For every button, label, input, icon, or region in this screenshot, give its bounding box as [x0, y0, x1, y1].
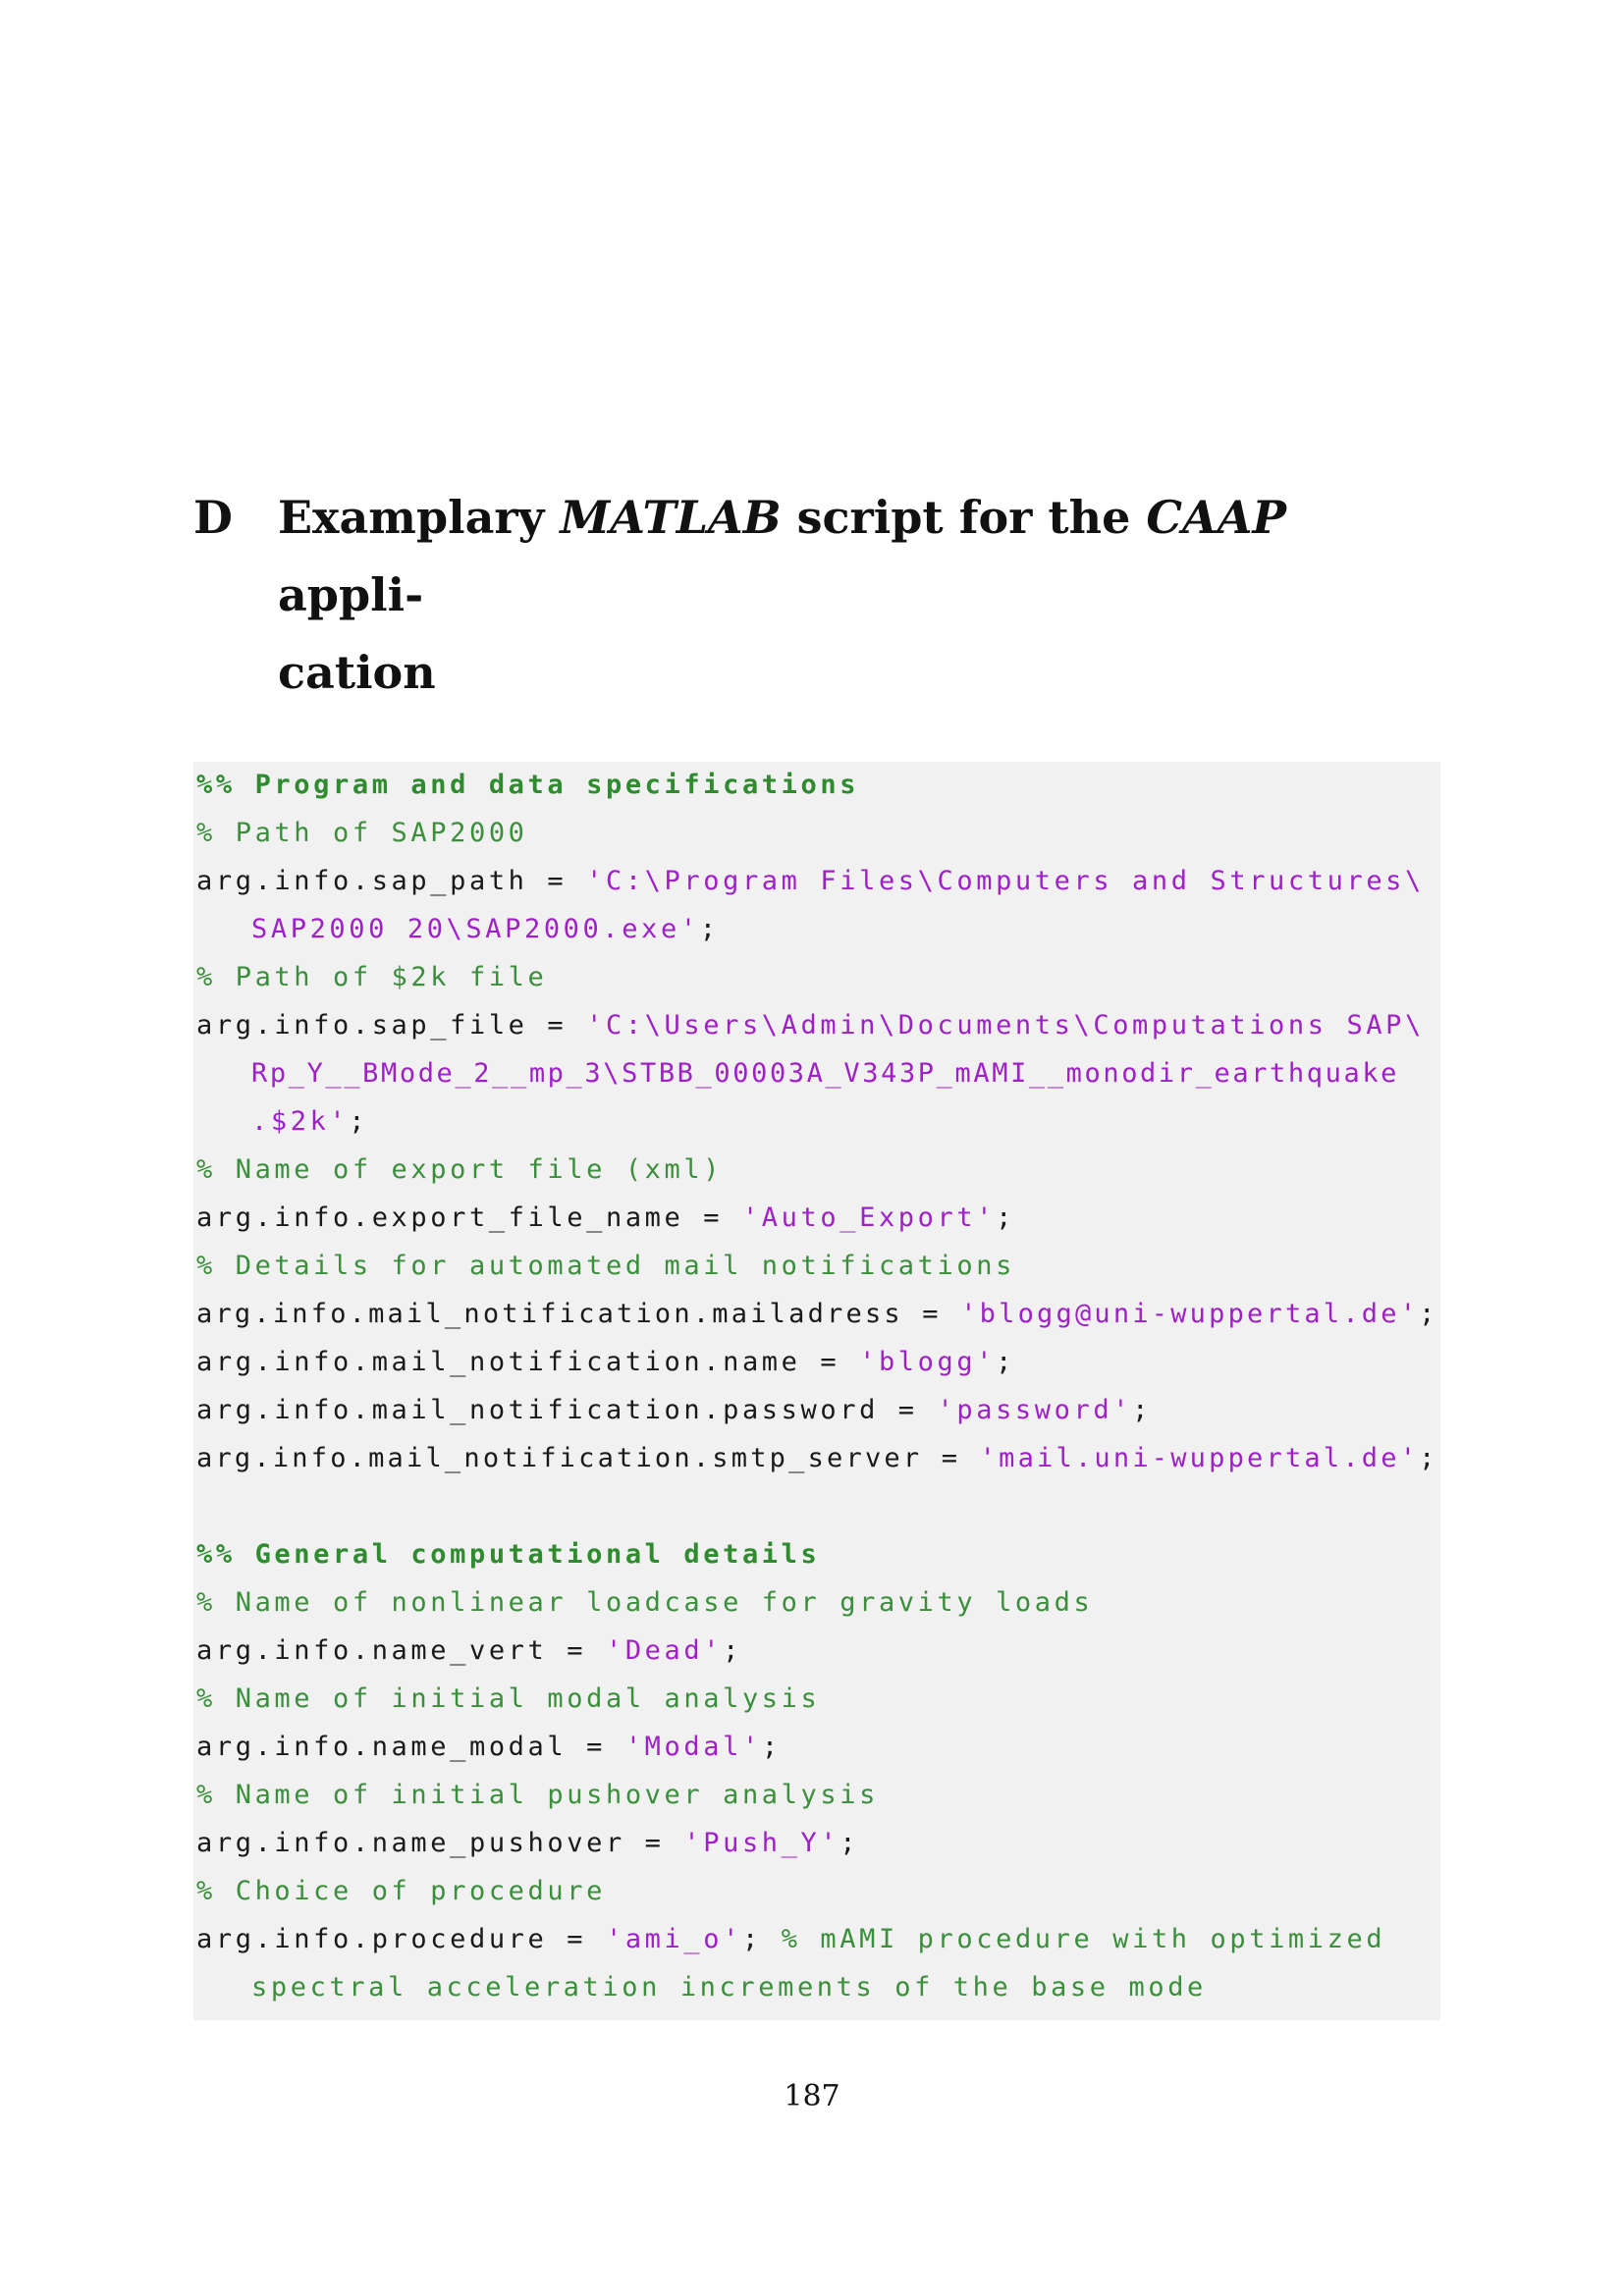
code-line: [196, 1723, 782, 1771]
section-title: [278, 479, 1436, 712]
code-line: [196, 1771, 879, 1819]
code: ;: [996, 1347, 1015, 1377]
title-part: cation: [278, 646, 436, 699]
title-caap: CAAP: [1146, 491, 1286, 544]
string-literal: 'Auto_Export': [741, 1202, 997, 1233]
title-part: appli-: [278, 568, 424, 621]
code: ;: [741, 1924, 782, 1954]
comment: spectral acceleration increments of the base mode: [251, 1972, 1207, 2002]
code: arg.info.mail_notification.name =: [196, 1347, 860, 1377]
code-line: [196, 1867, 606, 1915]
code: arg.info.sap_path =: [196, 866, 587, 896]
title-part: script for the: [781, 491, 1147, 544]
string-literal: 'Modal': [624, 1732, 762, 1762]
section-comment: %% General computational details: [196, 1539, 821, 1570]
code: ;: [1419, 1443, 1438, 1473]
code-line: [196, 857, 1425, 905]
code-line: [196, 1001, 1425, 1049]
code-line: [196, 761, 859, 809]
code-line: [251, 1963, 1207, 2011]
string-literal: 'C:\Users\Admin\Documents\Computations SAP\: [586, 1010, 1425, 1041]
string-literal: 'Push_Y': [683, 1828, 840, 1858]
code-line: [196, 1819, 859, 1867]
code-line: [196, 1915, 1385, 1963]
code: arg.info.name_pushover =: [196, 1828, 684, 1858]
code-line: [196, 1386, 1152, 1434]
comment: % mAMI procedure with optimized: [781, 1924, 1386, 1954]
code: ;: [349, 1106, 369, 1137]
title-matlab: MATLAB: [560, 491, 782, 544]
comment: % Choice of procedure: [196, 1876, 606, 1906]
code: ;: [996, 1202, 1015, 1233]
code-line: [251, 1097, 368, 1146]
code-line: [196, 809, 528, 857]
string-literal: SAP2000 20\SAP2000.exe': [251, 914, 700, 944]
code-line: [196, 1675, 820, 1723]
comment: % Name of initial pushover analysis: [196, 1780, 879, 1810]
code: ;: [839, 1828, 860, 1858]
code-line: [251, 1049, 1399, 1097]
code: arg.info.mail_notification.mailadress =: [196, 1299, 961, 1329]
string-literal: 'Dead': [605, 1635, 724, 1666]
code-line: [196, 1194, 1015, 1242]
string-literal: 'C:\Program Files\Computers and Structures\: [586, 866, 1425, 896]
code-line: [196, 1530, 820, 1578]
code: arg.info.export_file_name =: [196, 1202, 742, 1233]
code-line: [196, 1434, 1438, 1482]
code: ;: [1419, 1299, 1438, 1329]
code: ;: [699, 914, 720, 944]
string-literal: .$2k': [251, 1106, 350, 1137]
code: arg.info.mail_notification.smtp_server =: [196, 1443, 980, 1473]
comment: % Name of nonlinear loadcase for gravity loads: [196, 1587, 1094, 1618]
section-comment: %% Program and data specifications: [196, 770, 860, 800]
string-literal: 'blogg': [859, 1347, 997, 1377]
code: arg.info.name_modal =: [196, 1732, 625, 1762]
code-line: [196, 1290, 1438, 1338]
code: ;: [1132, 1395, 1152, 1425]
comment: % Name of initial modal analysis: [196, 1683, 821, 1714]
code-line: [196, 1146, 723, 1194]
comment: % Path of $2k file: [196, 962, 548, 992]
title-part: Examplary: [278, 491, 561, 544]
page-number: 187: [784, 2079, 840, 2113]
code: arg.info.name_vert =: [196, 1635, 606, 1666]
code-line: [196, 953, 547, 1001]
code: arg.info.mail_notification.password =: [196, 1395, 938, 1425]
code: ;: [723, 1635, 742, 1666]
code: arg.info.procedure =: [196, 1924, 606, 1954]
code-line: [196, 1627, 742, 1675]
string-literal: 'blogg@uni-wuppertal.de': [960, 1299, 1420, 1329]
comment: % Name of export file (xml): [196, 1154, 724, 1185]
code-line: [196, 1338, 1015, 1386]
section-number: D: [193, 491, 233, 544]
comment: % Path of SAP2000: [196, 818, 528, 848]
string-literal: 'mail.uni-wuppertal.de': [979, 1443, 1420, 1473]
comment: % Details for automated mail notifications: [196, 1251, 1015, 1281]
code-line: [196, 1242, 1015, 1290]
code: ;: [761, 1732, 782, 1762]
code-line: [251, 905, 720, 953]
string-literal: Rp_Y__BMode_2__mp_3\STBB_00003A_V343P_mAMI__monodir_earthquake: [251, 1058, 1400, 1089]
string-literal: 'password': [937, 1395, 1133, 1425]
string-literal: 'ami_o': [605, 1924, 742, 1954]
code-line: [196, 1578, 1093, 1627]
code: arg.info.sap_file =: [196, 1010, 587, 1041]
